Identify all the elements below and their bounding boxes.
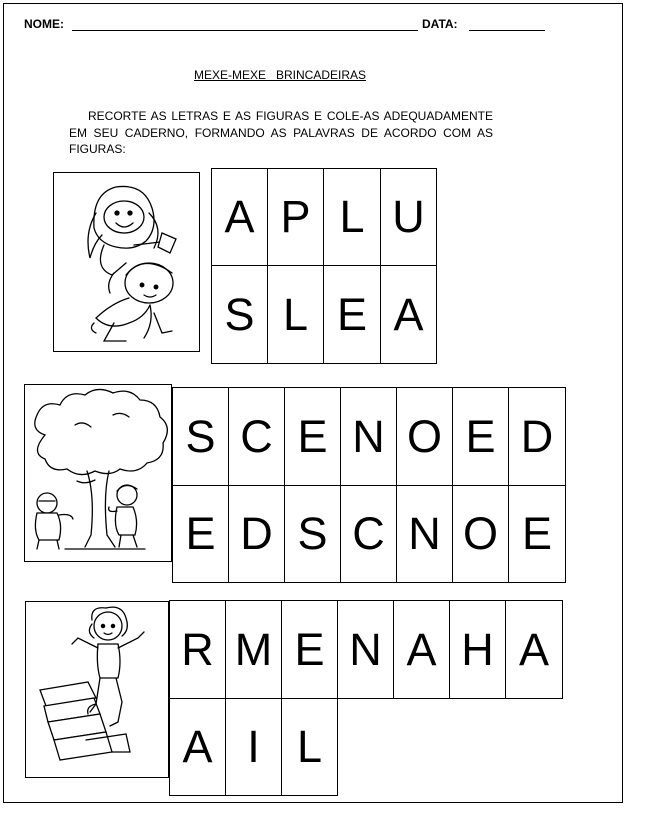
letter-tile[interactable]: S (284, 485, 341, 583)
instructions: RECORTE AS LETRAS E AS FIGURAS E COLE-AS ADEQUADAMENTE EM SEU CADERNO, FORMANDO AS PALAVRAS DE ACORDO COM AS FIGURAS: (69, 109, 493, 156)
letter-tile[interactable]: E (508, 485, 566, 583)
name-field[interactable] (72, 30, 418, 31)
hopscotch-girl-picture (25, 601, 169, 778)
hide-and-seek-tree-picture (24, 384, 172, 562)
letter-tile[interactable]: L (281, 698, 338, 796)
letter-tile[interactable]: A (380, 265, 437, 364)
leapfrog-children-picture (53, 172, 200, 352)
letter-tile[interactable]: E (172, 485, 229, 583)
letter-tile[interactable]: E (323, 265, 381, 364)
letter-tile[interactable]: A (211, 168, 268, 266)
letter-tile[interactable]: A (169, 698, 226, 796)
letter-tile[interactable]: O (396, 387, 453, 486)
letter-tile[interactable]: A (393, 600, 450, 699)
letter-tile[interactable]: I (225, 698, 282, 796)
letter-tile[interactable]: O (452, 485, 509, 583)
date-label: DATA: (422, 17, 458, 31)
letter-tile[interactable]: C (228, 387, 285, 486)
letter-tile[interactable]: D (508, 387, 566, 486)
letter-tile[interactable]: L (323, 168, 381, 266)
letter-tile[interactable]: L (267, 265, 324, 364)
letter-tile[interactable]: E (452, 387, 509, 486)
letter-tile[interactable]: D (228, 485, 285, 583)
letter-tile[interactable]: S (211, 265, 268, 364)
letter-tile[interactable]: A (505, 600, 563, 699)
letter-tile[interactable]: N (396, 485, 453, 583)
letter-tile[interactable]: N (337, 600, 394, 699)
date-field[interactable] (469, 30, 545, 31)
letter-tile[interactable]: E (281, 600, 338, 699)
letter-tile[interactable]: E (284, 387, 341, 486)
letter-tile[interactable]: P (267, 168, 324, 266)
name-label: NOME: (24, 17, 64, 31)
letter-tile[interactable]: C (340, 485, 397, 583)
letter-tile[interactable]: R (169, 600, 226, 699)
letter-tile[interactable]: S (172, 387, 229, 486)
letter-tile[interactable]: M (225, 600, 282, 699)
letter-tile[interactable]: U (380, 168, 437, 266)
letter-tile[interactable]: H (449, 600, 506, 699)
letter-tile[interactable]: N (340, 387, 397, 486)
page-title: MEXE-MEXE BRINCADEIRAS (193, 68, 367, 82)
